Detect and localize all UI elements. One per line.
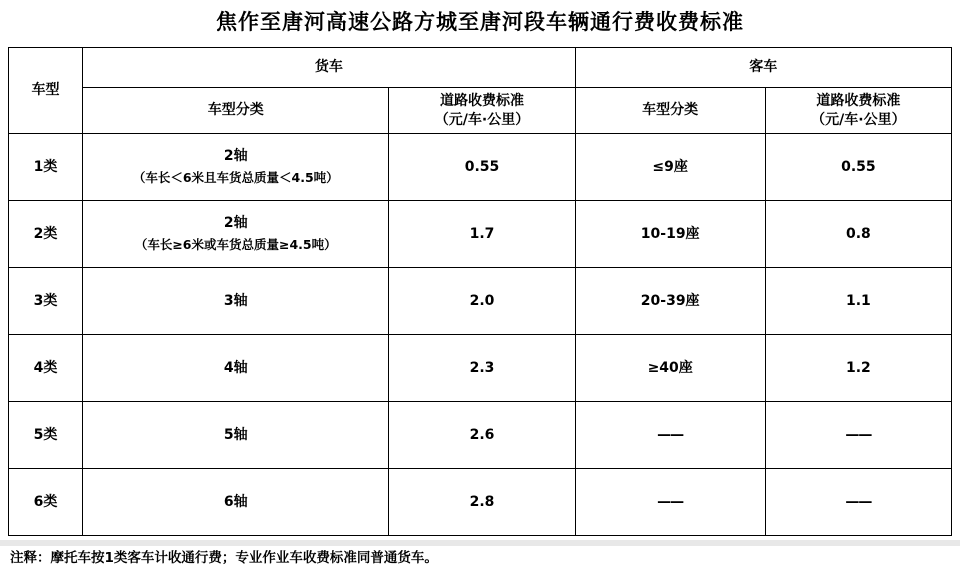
row-class: 3类: [9, 268, 83, 335]
header-vehicle-class: 车型: [9, 48, 83, 134]
row-class: 5类: [9, 402, 83, 469]
row-bus-class: 10-19座: [575, 201, 765, 268]
footnote: 注释：摩托车按1类客车计收通行费；专业作业车收费标准同普通货车。: [10, 550, 438, 566]
row-truck-rate: 1.7: [389, 201, 575, 268]
row-bus-rate: ——: [765, 402, 951, 469]
row-bus-rate: 0.55: [765, 134, 951, 201]
row-class: 4类: [9, 335, 83, 402]
table-row: [9, 268, 952, 335]
row-bus-class: ≥40座: [575, 335, 765, 402]
page-title: 焦作至唐河高速公路方城至唐河段车辆通行费收费标准: [216, 10, 744, 34]
table-row: [9, 134, 952, 201]
row-truck-rate: 2.8: [389, 469, 575, 536]
bottom-strip: [0, 540, 960, 546]
row-bus-class: ≤9座: [575, 134, 765, 201]
row-truck-rate: 0.55: [389, 134, 575, 201]
table-row: [9, 469, 952, 536]
table-row: [9, 201, 952, 268]
row-truck-rate: 2.0: [389, 268, 575, 335]
subheader-truck-class: 车型分类: [83, 88, 389, 134]
row-truck-class: 2轴 （车长＜6米且车货总质量＜4.5吨）: [83, 134, 389, 201]
table-group-header-row: [9, 48, 952, 88]
row-truck-rate: 2.3: [389, 335, 575, 402]
row-bus-rate: 0.8: [765, 201, 951, 268]
row-truck-class: 3轴: [83, 268, 389, 335]
subheader-bus-rate: 道路收费标准 （元/车·公里）: [765, 88, 951, 134]
row-bus-class: 20-39座: [575, 268, 765, 335]
row-class: 1类: [9, 134, 83, 201]
row-truck-class: 5轴: [83, 402, 389, 469]
row-class: 6类: [9, 469, 83, 536]
header-group-bus: 客车: [575, 48, 951, 88]
row-truck-class: 2轴 （车长≥6米或车货总质量≥4.5吨）: [83, 201, 389, 268]
row-truck-class: 6轴: [83, 469, 389, 536]
row-bus-rate: 1.2: [765, 335, 951, 402]
row-bus-rate: 1.1: [765, 268, 951, 335]
row-bus-class: ——: [575, 469, 765, 536]
subheader-bus-class: 车型分类: [575, 88, 765, 134]
header-group-truck: 货车: [83, 48, 576, 88]
table-row: [9, 335, 952, 402]
table-row: [9, 402, 952, 469]
row-truck-class: 4轴: [83, 335, 389, 402]
table-subheader-row: [9, 88, 952, 134]
subheader-truck-rate: 道路收费标准 （元/车·公里）: [389, 88, 575, 134]
toll-rate-table: [8, 47, 952, 536]
row-truck-rate: 2.6: [389, 402, 575, 469]
row-bus-class: ——: [575, 402, 765, 469]
row-class: 2类: [9, 201, 83, 268]
row-bus-rate: ——: [765, 469, 951, 536]
